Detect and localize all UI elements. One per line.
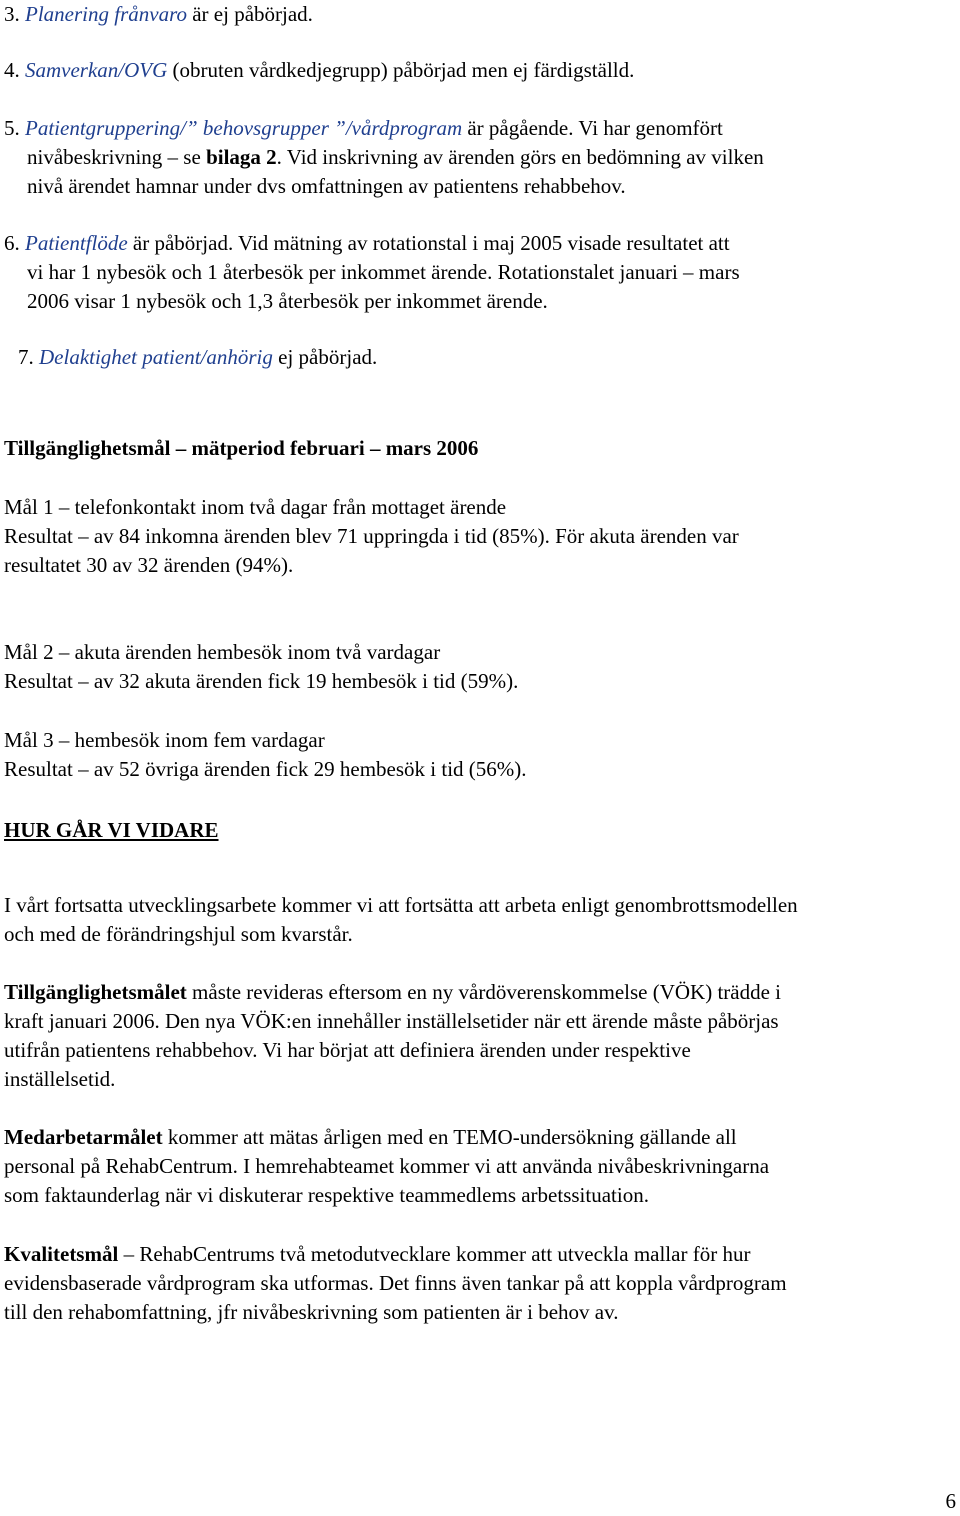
mal-3-title: Mål 3 – hembesök inom fem vardagar [4, 728, 325, 752]
tillganglighet-heading: Tillgänglighetsmål – mätperiod februari – mars 2006 [4, 436, 479, 460]
paragraph-line: och med de förändringshjul som kvarstår. [4, 922, 353, 946]
list-item [4, 114, 956, 201]
list-item-text: är ej påbörjad. [186, 2, 313, 26]
list-item-line: 2006 visar 1 nybesök och 1,3 återbesök per inkommet ärende. [27, 289, 548, 313]
paragraph-line: inställelsetid. [4, 1067, 116, 1091]
list-item-title: Delaktighet patient/anhörig [39, 345, 273, 369]
list-item-title: Planering frånvaro [25, 2, 187, 26]
paragraph-lead: Medarbetarmålet [4, 1125, 163, 1149]
list-item [4, 56, 956, 85]
mal-1-title: Mål 1 – telefonkontakt inom två dagar från mottaget ärende [4, 495, 507, 519]
list-item-text: är pågående. Vi har genomfört [462, 116, 723, 140]
list-number: 6. [4, 231, 20, 255]
list-item-title: Patientflöde [25, 231, 128, 255]
list-item-line: vi har 1 nybesök och 1 återbesök per inkommet ärende. Rotationstalet januari – mars [27, 260, 740, 284]
list-number: 4. [4, 58, 20, 82]
paragraph-line: utifrån patientens rehabbehov. Vi har börjat att definiera ärenden under respektive [4, 1038, 691, 1062]
list-item-text: är påbörjad. Vid mätning av rotationstal i maj 2005 visade resultatet att [127, 231, 730, 255]
paragraph-line: Kvalitetsmål – RehabCentrums två metodutvecklare kommer att utveckla mallar för hur [4, 1242, 751, 1266]
mal-1-result-cont: resultatet 30 av 32 ärenden (94%). [4, 553, 294, 577]
list-item-text: (obruten vårdkedjegrupp) påbörjad men ej färdigställd. [167, 58, 635, 82]
paragraph-lead: Tillgänglighetsmålet [4, 980, 187, 1004]
list-item [4, 229, 956, 316]
list-item-title: Patientgruppering/” behovsgrupper ”/vårdprogram [25, 116, 463, 140]
paragraph-line: evidensbaserade vårdprogram ska utformas. Det finns även tankar på att koppla vårdprogram [4, 1271, 787, 1295]
list-item [4, 0, 956, 29]
list-number: 7. [18, 345, 34, 369]
mal-2-result: Resultat – av 32 akuta ärenden fick 19 hembesök i tid (59%). [4, 669, 519, 693]
list-number: 3. [4, 2, 20, 26]
page-number: 6 [945, 1489, 956, 1513]
paragraph-line: kraft januari 2006. Den nya VÖK:en innehåller inställelsetider när ett ärende måste påbörjas [4, 1009, 779, 1033]
paragraph-line: Tillgänglighetsmålet måste revideras eftersom en ny vårdöverenskommelse (VÖK) trädde i [4, 980, 782, 1004]
paragraph-line: till den rehabomfattning, jfr nivåbeskrivning som patienten är i behov av. [4, 1300, 619, 1324]
paragraph-line: Medarbetarmålet kommer att mätas årligen med en TEMO-undersökning gällande all [4, 1125, 737, 1149]
section-heading: HUR GÅR VI VIDARE [4, 818, 219, 842]
mal-1-result: Resultat – av 84 inkomna ärenden blev 71 uppringda i tid (85%). För akuta ärenden var [4, 524, 739, 548]
paragraph-line: I vårt fortsatta utvecklingsarbete kommer vi att fortsätta att arbeta enligt genombrottsmodellen [4, 893, 798, 917]
mal-3-result: Resultat – av 52 övriga ärenden fick 29 hembesök i tid (56%). [4, 757, 527, 781]
list-item-line: nivå ärendet hamnar under dvs omfattningen av patientens rehabbehov. [27, 174, 626, 198]
paragraph-line: personal på RehabCentrum. I hemrehabteamet kommer vi att använda nivåbeskrivningarna [4, 1154, 770, 1178]
list-item-text: ej påbörjad. [272, 345, 378, 369]
list-item-title: Samverkan/OVG [25, 58, 168, 82]
list-item-line: nivåbeskrivning – se bilaga 2. Vid inskrivning av ärenden görs en bedömning av vilken [27, 145, 764, 169]
bilaga-reference: bilaga 2 [206, 145, 277, 169]
paragraph-line: som faktaunderlag när vi diskuterar respektive teammedlems arbetssituation. [4, 1183, 649, 1207]
paragraph-lead: Kvalitetsmål [4, 1242, 119, 1266]
list-number: 5. [4, 116, 20, 140]
mal-2-title: Mål 2 – akuta ärenden hembesök inom två vardagar [4, 640, 441, 664]
list-item [4, 343, 956, 372]
